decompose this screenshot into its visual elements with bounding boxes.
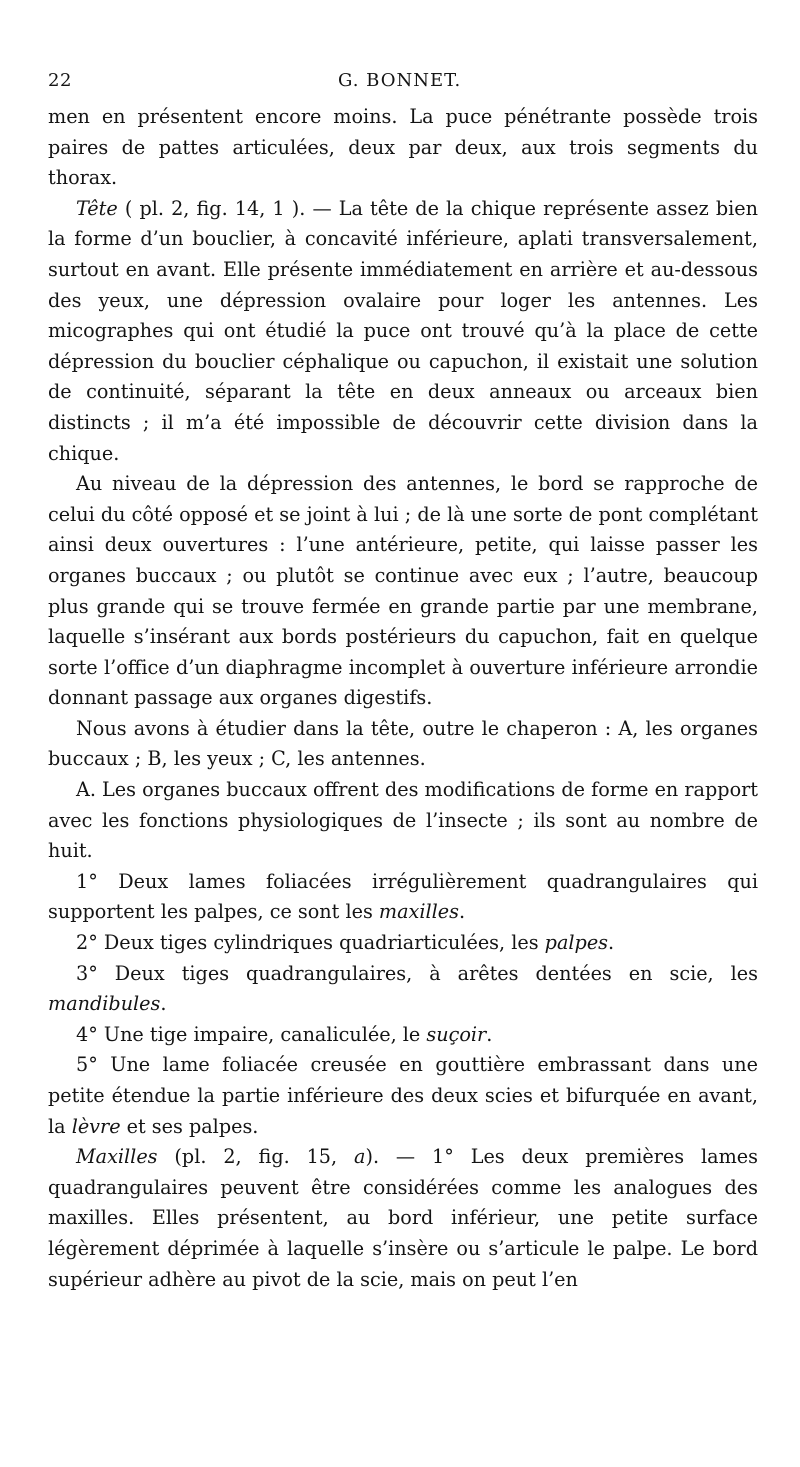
list-item: 5° Une lame foliacée creusée en gouttière embrassant dans une petite étendue la partie inférieure des deux scies et bifurquée en avant, la lèvre et ses palpes. — [48, 1053, 758, 1138]
list-item: 3° Deux tiges quadrangulaires, à arêtes dentées en scie, les mandibules. — [48, 961, 758, 1016]
term: mandibules — [48, 992, 161, 1016]
paragraph-organes-buccaux: A. Les organes buccaux offrent des modifications de forme en rapport avec les fonctions physiologiques de l’insecte ; ils sont au nombre de huit. — [48, 778, 758, 863]
page-number: 22 — [48, 70, 72, 91]
paragraph-continuation: men en présentent encore moins. La puce pénétrante possède trois paires de pattes articulées, deux par deux, aux trois segments du thorax. — [48, 105, 758, 190]
term: suçoir — [426, 1022, 487, 1046]
section-label-tete: Tête — [76, 196, 118, 220]
paragraph-tete — [48, 194, 758, 469]
paragraph-tete-text: ( pl. 2, fig. 14, 1 ). — La tête de la chique représente assez bien la forme d’un bouclier, à concavité inférieure, aplati transversalement, surtout en avant. Elle présente immédiatement en arrière et au-dessous des yeux, une dépression ovalaire pour loger les antennes. Les micographes qui ont étudié la puce ont trouvé qu’à la place de cette dépression du bouclier céphalique ou capuchon, il existait une solution de continuité, séparant la tête en deux anneaux ou arceaux bien distincts ; il m’a été impossible de découvrir cette division dans la chique. — [48, 196, 758, 465]
running-head-author: G. BONNET. — [338, 70, 462, 91]
page-body — [48, 102, 758, 1295]
section-label-maxilles: Maxilles — [76, 1145, 158, 1169]
list-item: 4° Une tige impaire, canaliculée, le suçoir. — [76, 1022, 493, 1046]
term: palpes — [544, 931, 609, 955]
term: maxilles — [378, 900, 459, 924]
list-item: 1° Deux lames foliacées irrégulièrement quadrangulaires qui supportent les palpes, ce sont les maxilles. — [48, 869, 758, 924]
running-head — [48, 62, 758, 102]
paragraph-overview: Nous avons à étudier dans la tête, outre le chaperon : A, les organes buccaux ; B, les yeux ; C, les antennes. — [48, 716, 758, 771]
term: lèvre — [71, 1114, 121, 1138]
book-page — [48, 62, 758, 1462]
paragraph-depression: Au niveau de la dépression des antennes, le bord se rapproche de celui du côté opposé et se joint à lui ; de là une sorte de pont complétant ainsi deux ouvertures : l’une antérieure, petite, qui laisse passer les organes buccaux ; ou plutôt se continue avec eux ; l’autre, beaucoup plus grande qui se trouve fermée en grande partie par une membrane, laquelle s’insérant aux bords postérieurs du capuchon, fait en quelque sorte l’office d’un diaphragme incomplet à ouverture inférieure arrondie donnant passage aux organes digestifs. — [48, 472, 758, 710]
list-item: 2° Deux tiges cylindriques quadriarticulées, les palpes. — [76, 931, 615, 955]
paragraph-maxilles: Maxilles (pl. 2, fig. 15, a). — 1° Les deux premières lames quadrangulaires peuvent être considérées comme les analogues des maxilles. Elles présentent, au bord inférieur, une petite surface légèrement déprimée à laquelle s’insère ou s’articule le palpe. Le bord supérieur adhère au pivot de la scie, mais on peut l’en — [48, 1145, 758, 1291]
